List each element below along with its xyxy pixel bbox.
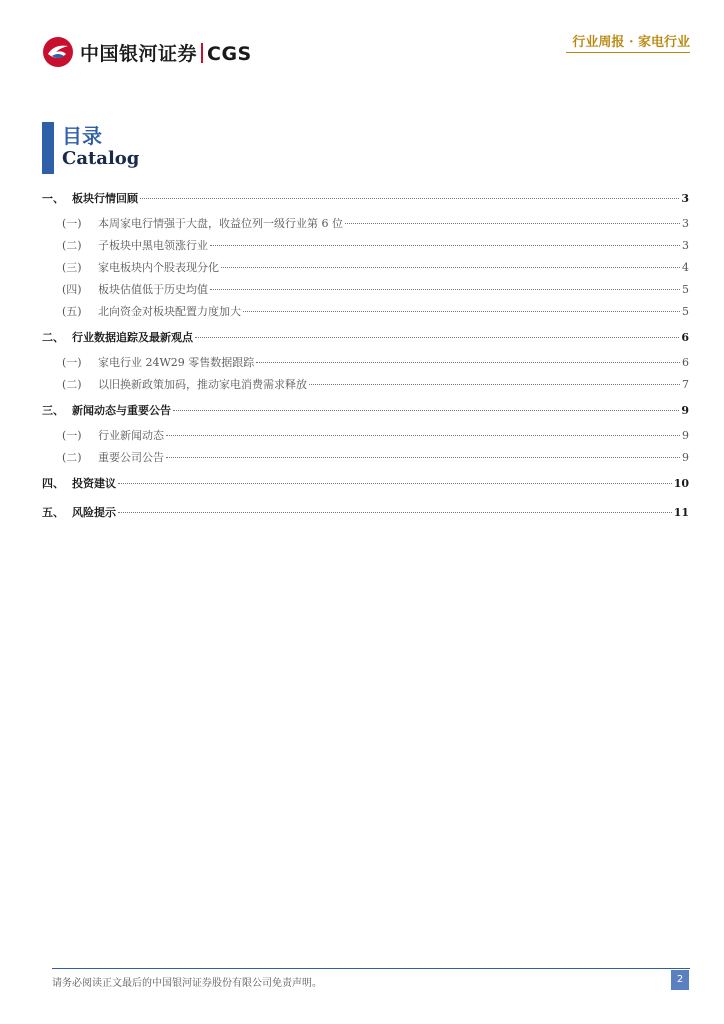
toc-subsection[interactable] xyxy=(42,427,689,449)
toc-entry-number: 三、 xyxy=(42,404,64,417)
toc-leader-dots xyxy=(118,512,672,513)
toc-subsection[interactable] xyxy=(42,354,689,376)
toc-entry-number: 四、 xyxy=(42,477,64,490)
footer-disclaimer: 请务必阅读正文最后的中国银河证券股份有限公司免责声明。 xyxy=(52,978,322,989)
toc-entry-number: (一) xyxy=(62,429,82,442)
toc-leader-dots xyxy=(256,362,680,363)
toc-leader-dots xyxy=(166,457,680,458)
toc-entry-page: 5 xyxy=(682,305,689,318)
toc-leader-dots xyxy=(210,289,680,290)
toc-leader-dots xyxy=(345,223,680,224)
toc-entry-number: (五) xyxy=(62,305,82,318)
toc-section[interactable] xyxy=(42,504,689,529)
company-logo xyxy=(42,36,252,68)
toc-leader-dots xyxy=(195,337,679,338)
header-divider xyxy=(566,52,690,53)
toc-leader-dots xyxy=(221,267,680,268)
toc-entry-page: 9 xyxy=(681,404,689,417)
toc-subsection[interactable] xyxy=(42,303,689,325)
toc-entry-number: (四) xyxy=(62,283,82,296)
toc-entry-page: 10 xyxy=(673,477,689,490)
catalog-accent-bar xyxy=(42,122,54,174)
toc-section[interactable] xyxy=(42,329,689,354)
toc-subsection[interactable] xyxy=(42,449,689,471)
toc-subsection[interactable] xyxy=(42,376,689,398)
toc-entry-number: (一) xyxy=(62,356,82,369)
toc-entry-number: 一、 xyxy=(42,192,64,205)
toc-entry-title: 子板块中黑电领涨行业 xyxy=(98,239,208,252)
toc-entry-title: 重要公司公告 xyxy=(98,451,164,464)
toc-entry-title: 本周家电行情强于大盘，收益位列一级行业第 6 位 xyxy=(98,217,343,230)
toc-leader-dots xyxy=(210,245,680,246)
toc-entry-page: 6 xyxy=(681,331,689,344)
toc-section[interactable] xyxy=(42,402,689,427)
toc-entry-page: 6 xyxy=(682,356,689,369)
toc-entry-title: 板块估值低于历史均值 xyxy=(98,283,208,296)
toc-entry-title: 以旧换新政策加码，推动家电消费需求释放 xyxy=(98,378,307,391)
toc-section[interactable] xyxy=(42,190,689,215)
toc-entry-title: 北向资金对板块配置力度加大 xyxy=(98,305,241,318)
toc-leader-dots xyxy=(309,384,680,385)
toc-entry-number: (三) xyxy=(62,261,82,274)
toc-entry-page: 3 xyxy=(681,192,689,205)
toc-entry-page: 9 xyxy=(682,451,689,464)
toc-leader-dots xyxy=(118,483,672,484)
toc-entry-title: 家电板块内个股表现分化 xyxy=(98,261,219,274)
toc-leader-dots xyxy=(140,198,679,199)
logo-wordmark: 中国银河证券 CGS xyxy=(80,42,252,65)
toc-leader-dots xyxy=(243,311,680,312)
footer-divider xyxy=(52,968,690,969)
table-of-contents xyxy=(42,190,689,529)
toc-entry-number: (一) xyxy=(62,217,82,230)
toc-entry-page: 4 xyxy=(682,261,689,274)
toc-section[interactable] xyxy=(42,475,689,500)
toc-subsection[interactable] xyxy=(42,281,689,303)
toc-entry-title: 行业数据追踪及最新观点 xyxy=(72,331,193,344)
toc-entry-number: 二、 xyxy=(42,331,64,344)
toc-entry-page: 11 xyxy=(673,506,689,519)
toc-leader-dots xyxy=(173,410,679,411)
toc-subsection[interactable] xyxy=(42,237,689,259)
toc-entry-number: 五、 xyxy=(42,506,64,519)
report-type: 行业周报 · 家电行业 xyxy=(572,35,690,50)
toc-entry-title: 新闻动态与重要公告 xyxy=(72,404,171,417)
toc-entry-number: (二) xyxy=(62,451,82,464)
catalog-title-en: Catalog xyxy=(62,148,140,169)
toc-subsection[interactable] xyxy=(42,215,689,237)
toc-entry-title: 板块行情回顾 xyxy=(72,192,138,205)
toc-subsection[interactable] xyxy=(42,259,689,281)
page-number: 2 xyxy=(671,970,689,990)
cgs-logo-icon xyxy=(42,36,74,68)
toc-entry-number: (二) xyxy=(62,378,82,391)
toc-entry-page: 7 xyxy=(682,378,689,391)
toc-entry-title: 风险提示 xyxy=(72,506,116,519)
toc-entry-number: (二) xyxy=(62,239,82,252)
catalog-title-cn: 目录 xyxy=(62,124,102,148)
toc-entry-page: 3 xyxy=(682,239,689,252)
toc-leader-dots xyxy=(166,435,680,436)
toc-entry-title: 家电行业 24W29 零售数据跟踪 xyxy=(98,356,255,369)
toc-entry-page: 9 xyxy=(682,429,689,442)
toc-entry-page: 3 xyxy=(682,217,689,230)
toc-entry-page: 5 xyxy=(682,283,689,296)
toc-entry-title: 投资建议 xyxy=(72,477,116,490)
toc-entry-title: 行业新闻动态 xyxy=(98,429,164,442)
